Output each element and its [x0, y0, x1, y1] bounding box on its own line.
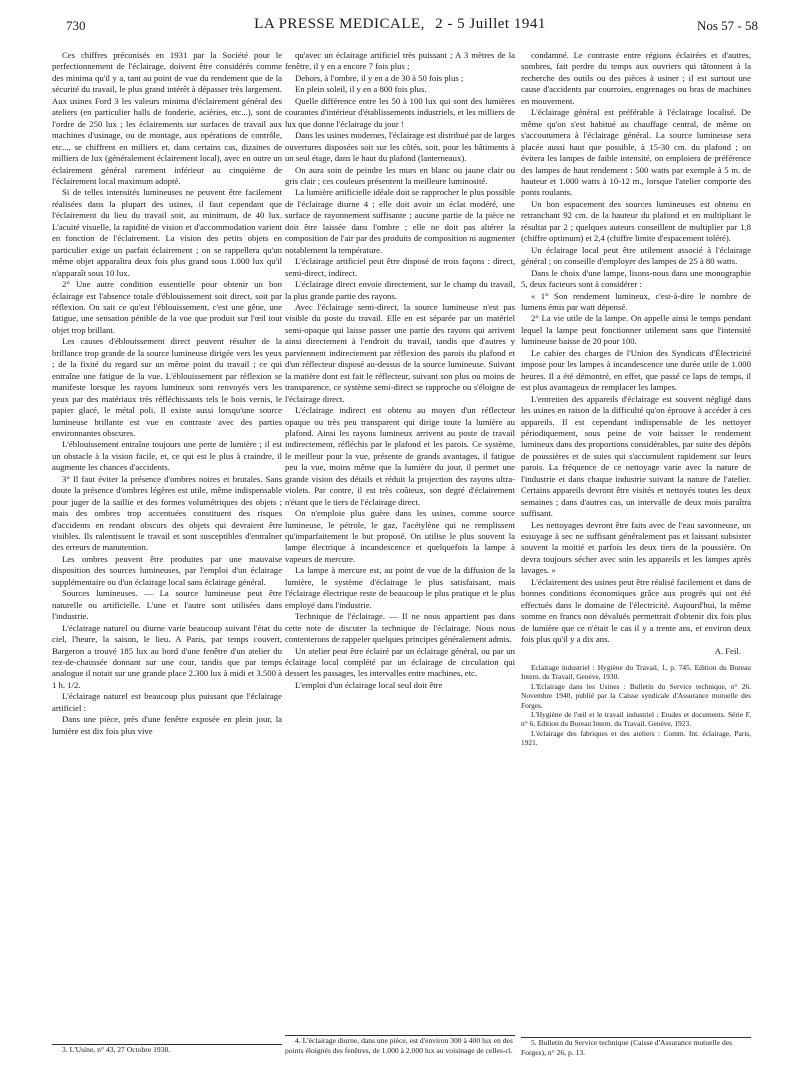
paragraph: Dans le choix d'une lampe, lisons-nous dans une monographie 5, deux facteurs sont à considérer : — [521, 267, 751, 290]
paragraph: Les causes d'éblouissement direct peuvent résulter de la brillance trop grande de la source lumineuse dirigée vers les yeux ; de la fixité du regard sur un même point du travail ; ce qui entraîne une fatigue de la vue. L'éblouissement par réflexion se manifeste lorsque les rayons lumineux sont renvoyés vers les yeux par des matériaux très réfléchissants tels le bois vernis, le papier glacé, le métal poli. Il existe aussi lorsqu'une source lumineuse brillante est vue en contraste avec des parties environnantes obscures. — [52, 336, 282, 438]
journal-title: LA PRESSE MEDICALE, — [254, 16, 425, 32]
footnote-block-3 — [521, 1037, 751, 1057]
paragraph: L'éclairage général est préférable à l'éclairage localisé. De même qu'on s'est habitué au chauffage central, de même on s'accoutumera à l'éclairage général. La source lumineuse sera placée aussi haut que possible, à 15-30 cm. du plafond ; on évitera les lampes de faible intensité, on emploiera de préférence des lampes de haut rendement : 500 watts par exemple à 5 m. de hauteur et 1.000 watts à 10-12 m., lorsque l'atelier comporte des ponts roulants. — [521, 107, 751, 198]
footnote: 3. L'Usine, n° 43, 27 Octobre 1938. — [62, 1045, 171, 1054]
paragraph: Quelle différence entre les 50 à 100 lux qui sont des lumières courantes d'intérieur d'établissements industriels, et les milliers de lux que donne l'éclairage du jour ! — [285, 95, 515, 129]
bibliography-entry: L'Eclairage dans les Usines : Bulletin du Service technique, n° 26. Novembre 1940, publié par la Caisse syndicale d'Assurance mutuelle des Forges. — [521, 681, 751, 710]
paragraph: La lampe à mercure est, au point de vue de la diffusion de la lumière, le système d'éclairage le plus satisfaisant, mais l'éclairage électrique reste de beaucoup le plus pratique et le plus employé dans l'industrie. — [285, 565, 515, 610]
paragraph: Si de telles intensités lumineuses ne peuvent être facilement réalisées dans la plupart des usines, il faut cependant que l'éclairement du lieu du travail soit, au minimum, de 40 lux. L'acuité visuelle, la rapidité de vision et d'accommodation varient en fonction de l'éclairement. La vision des petits objets en particulier exige un parfait éclairement ; on se rappellera qu'un même objet apparaîtra deux fois plus grand sous 1.000 lux qu'il n'apparaît sous 10 lux. — [52, 187, 282, 278]
paragraph: 2° La vie utile de la lampe. On appelle ainsi le temps pendant lequel la lampe peut fonctionner utilement sans que l'intensité lumineuse baisse de 20 pour 100. — [521, 313, 751, 347]
column-3 — [521, 50, 751, 748]
column-1 — [52, 50, 282, 737]
paragraph: Un bon espacement des sources lumineuses est obtenu en retranchant 92 cm. de la hauteur du plafond et en multipliant le résultat par 2 ; quelques auteurs conseillent de multiplier par 1,8 (chiffre optimum) et 2,4 (chiffre limite d'espacement toléré). — [521, 198, 751, 244]
footnote: 5. Bulletin du Service technique (Caisse d'Assurance mutuelle des Forges), n° 26, p. 13. — [521, 1038, 733, 1057]
author-signature: A. Feil. — [714, 645, 741, 656]
paragraph: 3° Il faut éviter la présence d'ombres noires et brutales. Sans doute la présence d'ombres légères est utile, même indispensable pour juger de la saillie et des formes volumétriques des objets ; mais des ombres trop accentuées constituent des risques d'accidents en rendant obscurs des objets qui devraient être visibles. Ils ralentissent le travail et sont susceptibles d'entraîner des erreurs de manutention. — [52, 473, 282, 553]
column-2 — [285, 50, 515, 691]
paragraph: condamné. Le contraste entre régions éclairées et d'autres, sombres, fait perdre du temps aux ouvriers qui tâtonnent à la recherche des outils ou des pièces à usiner ; il est surtout une cause d'accidents par courroies, engrenages ou bras de machines en mouvement. — [521, 50, 751, 106]
paragraph: Un éclairage local peut être utilement associé à l'éclairage général ; on conseille d'employer des lampes de 25 à 80 watts. — [521, 244, 751, 267]
paragraph: L'éclairage artificiel peut être disposé de trois façons : direct, semi-direct, indirect. — [285, 256, 515, 278]
paragraph: L'éclairage direct envoie directement, sur le champ du travail, la plus grande partie des rayons. — [285, 279, 515, 301]
paragraph: On n'emploie plus guère dans les usines, comme source lumineuse, le pétrole, le gaz, l'acétylène qui ne remplissent qu'imparfaitement le but proposé. On utilise le plus souvent la lampe électrique à incandescence et quelquefois la lampe à vapeurs de mercure. — [285, 508, 515, 564]
paragraph: L'entretien des appareils d'éclairage est souvent négligé dans les usines en raison de la difficulté qu'on éprouve à accéder à ces appareils. Il est cependant indispensable de les nettoyer périodiquement, sous peine de voir baisser le rendement lumineux dans des proportions considérables, par suite des dépôts de poussières et de suies qui s'accumulent rapidement sur leurs parois. La fréquence de ce nettoyage varie avec la nature de l'industrie et dans chaque industrie suivant la nature de l'atelier. Certains appareils devront être visités et nettoyés toutes les deux semaines ; dans d'autres cas, un intervalle de deux mois paraîtra suffisant. — [521, 393, 751, 519]
paragraph: Avec l'éclairage semi-direct, la source lumineuse n'est pas visible du poste du travail. Elle en est séparée par un matériel semi-opaque qui laisse passer une partie des rayons qui arrivent ainsi directement à l'endroit du travail, tandis que d'autres y parviennent indirectement par réflexion des parois du plafond et d'un réflecteur disposé au-dessus de la source lumineuse. Suivant la matière dont est fait le réflecteur, suivant son plus ou moins de transparence, ce système semi-direct se rapproche ou s'éloigne de l'éclairage direct. — [285, 301, 515, 404]
paragraph: L'éclairage naturel est beaucoup plus puissant que l'éclairage artificiel : — [52, 691, 282, 713]
bibliography-entry: Eclairage industriel : Hygiène du Travail, 1, p. 745. Edition du Bureau Intern. du Travail, Genève, 1930. — [521, 663, 751, 682]
paragraph: Dans les usines modernes, l'éclairage est distribué par de larges ouvertures disposées soit sur les côtés, soit, pour les bâtiments à un seul étage, dans le haut du plafond (lanterneaux). — [285, 130, 515, 164]
paragraph: Dans une pièce, près d'une fenêtre exposée en plein jour, la lumière est dix fois plus vive — [52, 714, 282, 736]
bibliography-entry: L'Hygiène de l'œil et le travail industriel : Etudes et documents. Série F, n° 6, Edition du Bureau Intern. du Travail. Genève, 1923. — [521, 710, 751, 729]
footnote-block-2 — [285, 1035, 515, 1055]
paragraph: En plein soleil, il y en a 800 fois plus. — [295, 84, 427, 95]
paragraph: L'emploi d'un éclairage local seul doit être — [295, 679, 443, 690]
bibliography-entry: L'éclairage des fabriques et des ateliers : Comm. Int. éclairage, Paris, 1921. — [521, 728, 751, 748]
page-header — [42, 16, 758, 40]
footnote: 4. L'éclairage diurne, dans une pièce, est d'environ 300 à 400 lux en des points éloignés des fenêtres, de 1.000 à 2.000 lux au voisinage de celles-ci. — [285, 1036, 513, 1055]
paragraph: L'éclairement des usines peut être réalisé facilement et dans de bonnes conditions économiques grâce aux progrès qui ont été effectués dans le domaine de l'électricité. Aujourd'hui, la même somme en francs non dévalués permettrait d'obtenir dix fois plus de lumière que ce n'était le cas il y a trente ans, et environ deux fois plus qu'il y a dix ans. — [521, 576, 751, 645]
issue-date: 2 - 5 Juillet 1941 — [435, 16, 546, 32]
paragraph: 2° Une autre condition essentielle pour obtenir un bon éclairage est l'absence totale d'éblouissement soit direct, soit par réflexion. On sait ce qu'est l'éblouissement, c'est une gêne, une fatigue, une sensation pénible de la vue que produit sur l'œil tout objet trop brillant. — [52, 279, 282, 335]
footnote-block-1 — [52, 1044, 282, 1055]
issue-number: Nos 57 - 58 — [696, 18, 758, 33]
paragraph: L'éblouissement entraîne toujours une perte de lumière ; il est un obstacle à la vision facile, et, ce qui est le plus à craindre, il augmente les chances d'accidents. — [52, 439, 282, 473]
paragraph: L'éclairage indirect est obtenu au moyen d'un réflecteur opaque ou très peu transparent qui dirige toute la lumière au plafond. Ainsi les rayons lumineux arrivent au poste de travail indirectement, réfléchis par le plafond et les parois. Ce système, le meilleur pour la vue, présente de grands avantages, il fatigue peu la vue, moins même que la lumière du jour, il permet une grande vision des détails et réduit la projection des rayons ultra-violets. Par contre, il est très coûteux, son degré d'éclairement n'étant que le tiers de l'éclairage direct. — [285, 405, 515, 507]
paragraph: « 1° Son rendement lumineux, c'est-à-dire le nombre de lumens émis par watt dépensé. — [521, 290, 751, 312]
section-heading-paragraph: Technique de l'éclairage. — Il ne nous appartient pas dans cette note de discuter la technique de l'éclairage. Nous nous contenterons de rappeler quelques principes généralement admis. — [285, 611, 515, 645]
paragraph: Un atelier peut être éclairé par un éclairage général, ou par un éclairage local complété par un éclairage de circulation qui dessert les passages, les intervalles entre machines, etc. — [285, 645, 515, 679]
page-number: 730 — [66, 18, 86, 33]
paragraph: Dehors, à l'ombre, il y en a de 30 à 50 fois plus ; — [295, 72, 464, 83]
paragraph: qu'avec un éclairage artificiel très puissant ; A 3 mètres de la fenêtre, il y en a encore 7 fois plus ; — [285, 50, 515, 72]
paragraph: Les ombres peuvent être produites par une mauvaise disposition des sources lumineuses, par l'emploi d'un éclairage supplémentaire ou d'un éclairage local sans éclairage général. — [52, 553, 282, 587]
paragraph: La lumière artificielle idéale doit se rapprocher le plus possible de l'éclairage diurne 4 ; elle doit avoir un éclat modéré, une surface de rayonnement suffisante ; aucune partie de la pièce ne doit être laissée dans l'ombre ; elle ne doit pas altérer la composition de l'air par des produits de composition ni augmenter notablement la température. — [285, 187, 515, 255]
journal-title-line — [42, 16, 758, 33]
paragraph: Le cahier des charges de l'Union des Syndicats d'Électricité impose pour les lampes à incandescence une durée utile de 1.000 heures. Il a été démontré, en effet, que passé ce laps de temps, il est plus avantageux de remplacer les lampes. — [521, 347, 751, 393]
section-heading-paragraph: Sources lumineuses. — La source lumineuse peut être naturelle ou artificielle. L'une et l'autre sont utilisées dans l'industrie. — [52, 588, 282, 622]
paragraph: Ces chiffres préconisés en 1931 par la Société pour le perfectionnement de l'éclairage, doivent être considérés comme des minima qu'il y a, tant au point de vue du rendement que de la sécurité du travail, le plus grand intérêt à dépasser très largement. Aux usines Ford 3 les valeurs minima d'éclairement général des ateliers (en particulier halls de fonderie, aciéries, etc...), sont de l'ordre de 250 lux ; les éclairements sur surfaces de travail aux machines d'usinage, ou de montage, aux opérations de contrôle, etc..., se chiffrent en milliers et, dans certains cas, dizaines de milliers de lux (généralement éclairement local), avec en outre un éclairement général rarement inférieur au cinquième de l'éclairement local maximum adopté. — [52, 50, 282, 186]
paragraph: On aura soin de peindre les murs en blanc ou jaune clair ou gris clair ; ces couleurs présentent la meilleure luminosité. — [285, 164, 515, 186]
paragraph: L'éclairage naturel ou diurne varie beaucoup suivant l'état du ciel, l'heure, la saison, le lieu. A Paris, par temps couvert, Bargeron a trouvé 185 lux au bord d'une fenêtre d'un atelier du rez-de-chaussée donnant sur une cour, tandis que par temps analogue il notait sur une grande place 2.300 lux à midi et 3.500 à 1 h. 1/2. — [52, 622, 282, 690]
paragraph: Les nettoyages devront être faits avec de l'eau savonneuse, un essuyage à sec ne suffisant généralement pas et laissant subsister souvent la moitié et parfois les deux tiers de la poussière. On devra toujours sécher avec soin les appareils et les lampes après lavages. » — [521, 519, 751, 576]
